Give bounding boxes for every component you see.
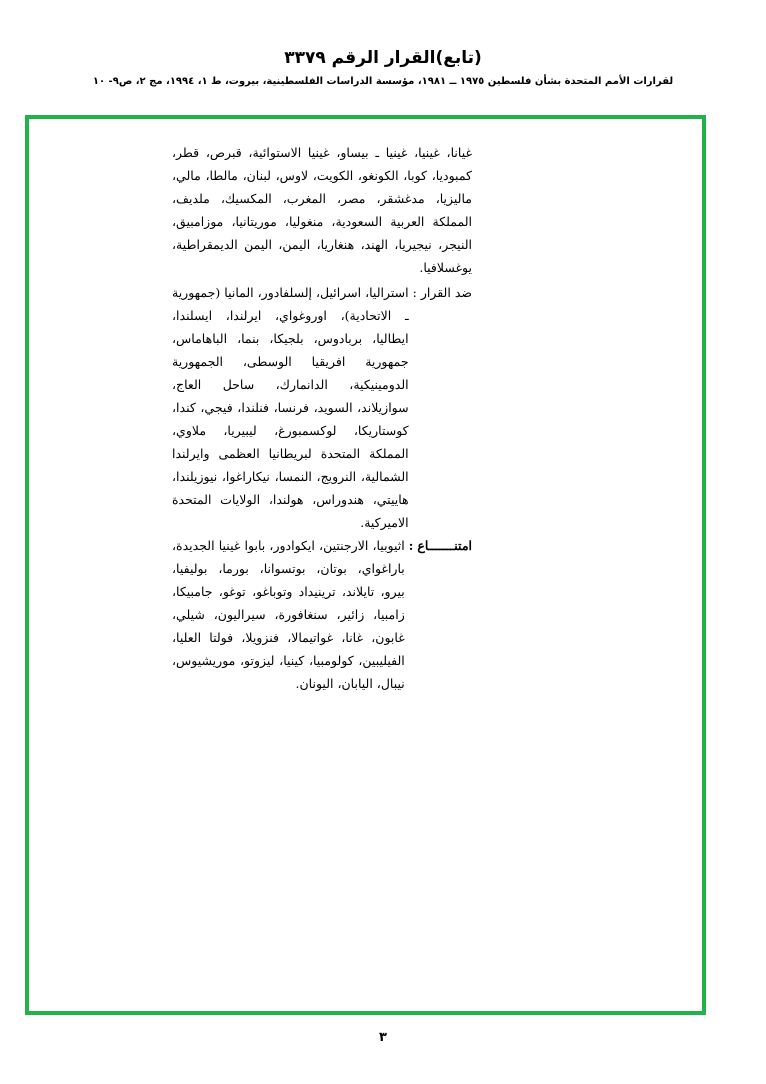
page-number: ٣ (379, 1030, 387, 1045)
document-body (172, 141, 472, 695)
against-vote-block (172, 281, 472, 534)
abstain-vote-block (172, 534, 472, 695)
against-vote-text: استراليا، اسرائيل، إلسلفادور، المانيا (جمهورية ـ الاتحادية)، اوروغواي، ايرلندا، ايسلندا، ايطاليا، بربادوس، بلجيكا، بنما، الباهاماس، جمهورية افريقيا الوسطى، الجمهورية الدومينيكية، الدانمارك، ساحل العاج، سوازيلاند، السويد، فرنسا، فنلندا، فيجي، كندا، كوستاريكا، لوكسمبورغ، ليبيريا، ملاوي، المملكة المتحدة لبريطانيا العظمى وايرلندا الشمالية، النرويج، النمسا، نيكاراغوا، نيوزيلندا، هاييتي، هندوراس، هولندا، الولايات المتحدة الاميركية. (172, 285, 409, 530)
page-header (0, 0, 766, 87)
page-title: (تابع)القرار الرقم ٣٣٧٩ (284, 48, 482, 68)
against-vote-label: ضد القرار: (412, 285, 472, 300)
abstain-vote-text: اثيوبيا، الارجنتين، ايكوادور، بابوا غينيا الجديدة، باراغواي، بوتان، بوتسوانا، بورما، بوليفيا، بيرو، تايلاند، ترينيداد وتوباغو، توغو، جامبيكا، زامبيا، زائير، سنغافورة، سيراليون، شيلي، غابون، غانا، غواتيمالا، فنزويلا، فولتا العليا، الفيليبين، كولومبيا، كينيا، ليزوتو، موريشيوس، نيبال، اليابان، اليونان. (172, 538, 405, 691)
content-frame (25, 115, 706, 1015)
country-list-paragraph: غيانا، غينيا، غينيا ـ بيساو، غينيا الاستوائية، قبرص، قطر، كمبوديا، كوبا، الكونغو، الكويت، لاوس، لبنان، مالطا، مالي، ماليزيا، مدغشقر، مصر، المغرب، المكسيك، ملديف، المملكة العربية السعودية، منغوليا، موريتانيا، موزامبيق، النيجر، نيجيريا، الهند، هنغاريا، اليمن، اليمن الديمقراطية، يوغسلافيا. (172, 145, 472, 275)
abstain-vote-label: امتنـــــــاع: (408, 538, 472, 553)
page-source-line: لقرارات الأمم المتحدة بشأن فلسطين ١٩٧٥ ــ ١٩٨١، مؤسسة الدراسات الفلسطينية، بيروت، ط ١، ١٩٩٤، مج ٢، ص٩- ١٠ (92, 76, 674, 87)
